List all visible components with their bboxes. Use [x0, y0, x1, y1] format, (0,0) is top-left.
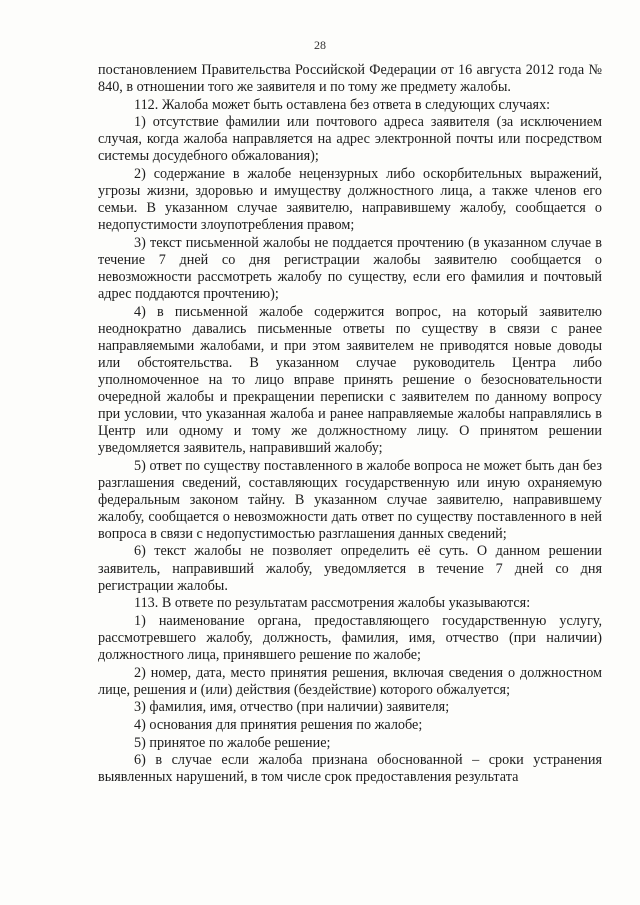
paragraph-113-item-1: 1) наименование органа, предоставляющего государственную услугу, рассмотревшего жалобу, должность, фамилия, имя, отчество (при наличии) должностного лица, принявшего решение по жалобе; [98, 612, 602, 663]
paragraph-continuation: постановлением Правительства Российской Федерации от 16 августа 2012 года № 840, в отношении того же заявителя и по тому же предмету жалобы. [98, 62, 602, 96]
paragraph-112-item-4: 4) в письменной жалобе содержится вопрос, на который заявителю неоднократно давались письменные ответы по существу в связи с ранее направляемыми жалобами, и при этом заявителем не приводятся новые доводы или обстоятельства. В указанном случае руководитель Центра либо уполномоченное на то лицо вправе принять решение о безосновательности очередной жалобы и прекращении переписки с заявителем по данному вопросу при условии, что указанная жалоба и ранее направляемые жалобы направлялись в Центр или одному и тому же должностному лицу. О принятом решении уведомляется заявитель, направивший жалобу; [98, 303, 602, 456]
paragraph-113-item-2: 2) номер, дата, место принятия решения, включая сведения о должностном лице, решения и (или) действия (бездействие) которого обжалуется; [98, 664, 602, 698]
paragraph-112-item-5: 5) ответ по существу поставленного в жалобе вопроса не может быть дан без разглашения сведений, составляющих государственную или иную охраняемую федеральным законом тайну. В указанном случае заявителю, направившему жалобу, сообщается о невозможности дать ответ по существу поставленного в ней вопроса в связи с недопустимостью разглашения данных сведений; [98, 457, 602, 542]
paragraph-112-item-1: 1) отсутствие фамилии или почтового адреса заявителя (за исключением случая, когда жалоба направляется на адрес электронной почты или посредством системы досудебного обжалования); [98, 114, 602, 165]
paragraph-113-item-6: 6) в случае если жалоба признана обоснованной – сроки устранения выявленных нарушений, в том числе срок предоставления результата [98, 752, 602, 786]
paragraph-113-item-5: 5) принятое по жалобе решение; [134, 734, 331, 751]
paragraph-113-item-3: 3) фамилия, имя, отчество (при наличии) заявителя; [134, 699, 450, 716]
paragraph-112-item-6: 6) текст жалобы не позволяет определить её суть. О данном решении заявитель, направивший жалобу, уведомляется в течение 7 дней со дня регистрации жалобы. [98, 543, 602, 594]
paragraph-112-item-2: 2) содержание в жалобе нецензурных либо оскорбительных выражений, угрозы жизни, здоровью и имуществу должностного лица, а также членов его семьи. В указанном случае заявителю, направившему жалобу, сообщается о недопустимости злоупотребления правом; [98, 166, 602, 234]
paragraph-113-item-4: 4) основания для принятия решения по жалобе; [134, 716, 423, 733]
paragraph-113-heading: 113. В ответе по результатам рассмотрения жалобы указываются: [134, 595, 531, 612]
paragraph-112-item-3: 3) текст письменной жалобы не поддается прочтению (в указанном случае в течение 7 дней со дня регистрации жалобы заявителю сообщается о невозможности рассмотреть жалобу по существу, если его фамилия и почтовый адрес поддаются прочтению); [98, 234, 602, 302]
paragraph-112-heading: 112. Жалоба может быть оставлена без ответа в следующих случаях: [134, 96, 551, 113]
page-number: 28 [314, 38, 326, 52]
document-body [98, 62, 602, 787]
